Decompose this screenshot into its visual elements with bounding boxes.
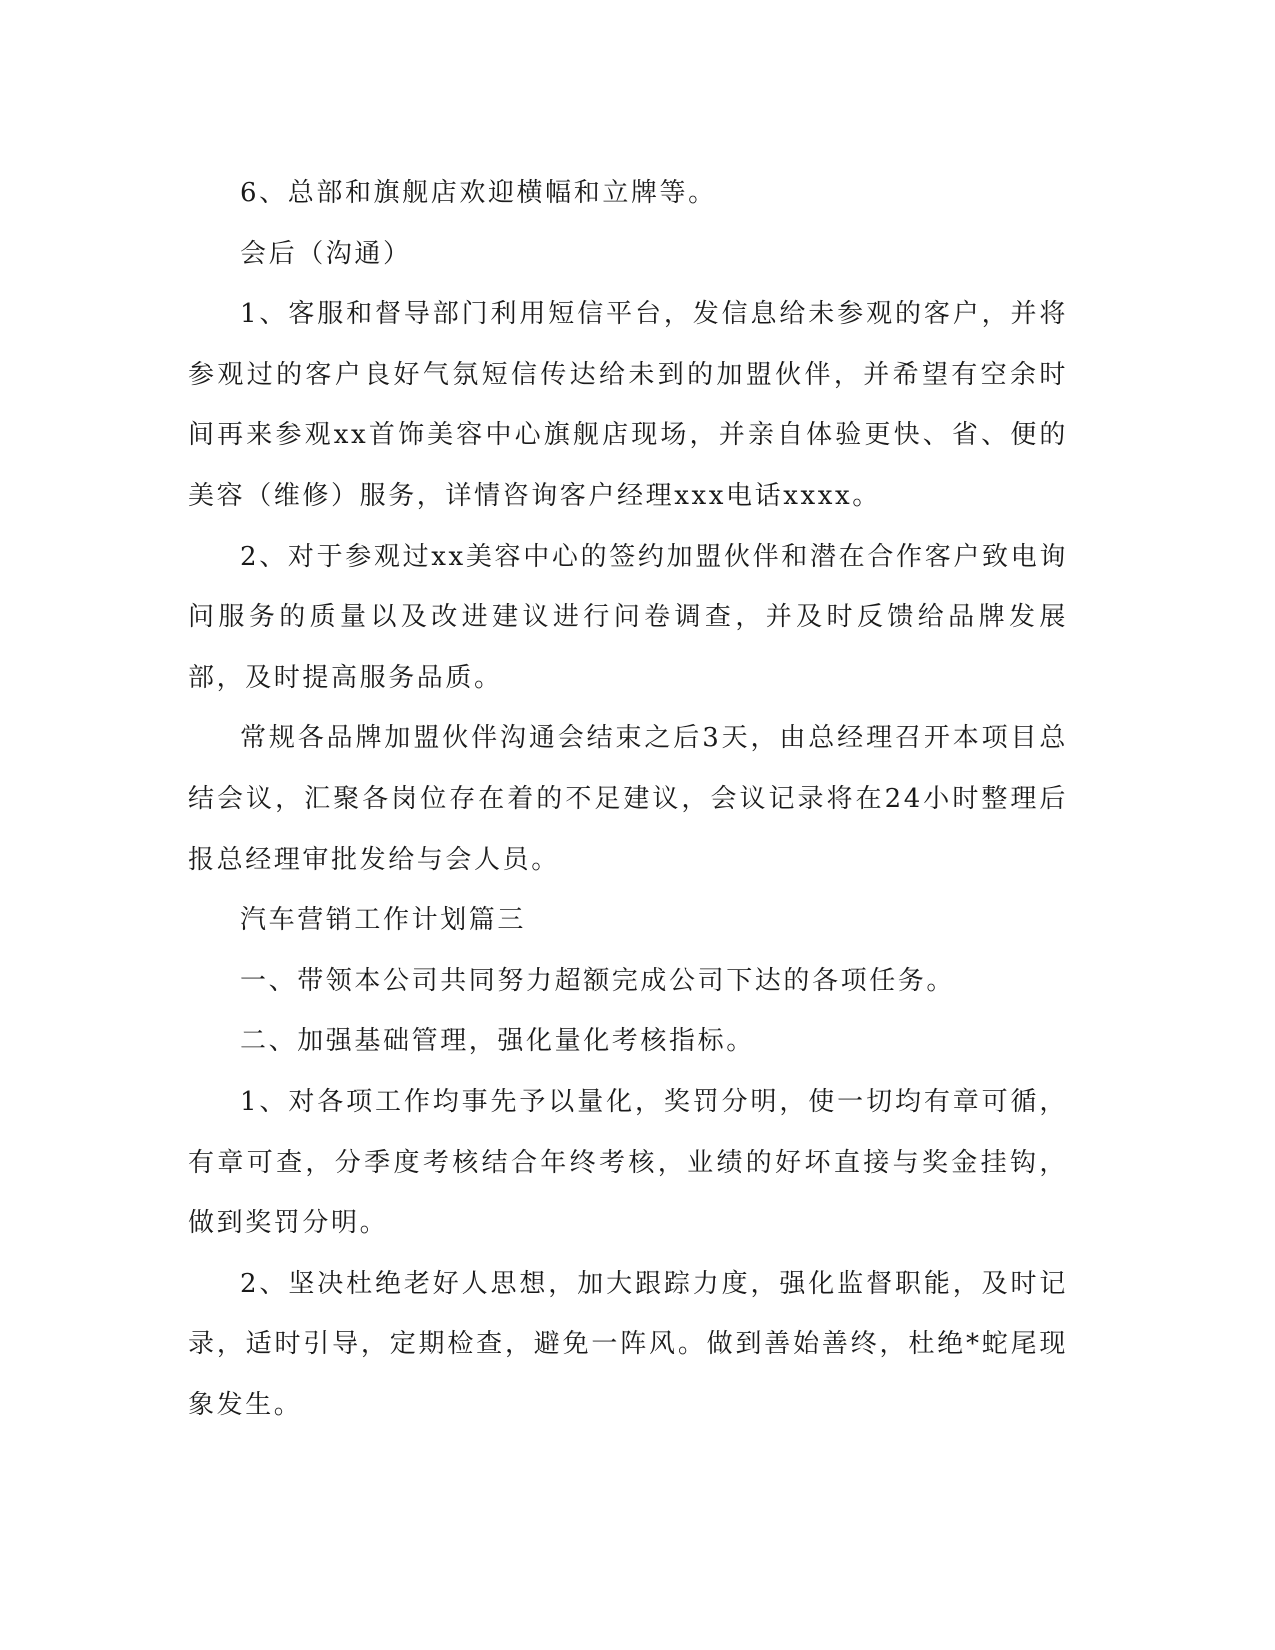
- paragraph-goal-two: 二、加强基础管理，强化量化考核指标。: [240, 1026, 755, 1057]
- paragraph-summary-meeting: 常规各品牌加盟伙伴沟通会结束之后3天，由总经理召开本项目总结会议，汇聚各岗位存在着的不足建议，会议记录将在24小时整理后报总经理审批发给与会人员。: [188, 723, 1068, 875]
- paragraph-survey-followup: 2、对于参观过xx美容中心的签约加盟伙伴和潜在合作客户致电询问服务的质量以及改进建议进行问卷调查，并及时反馈给品牌发展部，及时提高服务品质。: [188, 541, 1068, 693]
- paragraph-item-6-banners: 6、总部和旗舰店欢迎横幅和立牌等。: [240, 178, 717, 208]
- paragraph-goal-one: 一、带领本公司共同努力超额完成公司下达的各项任务。: [240, 965, 956, 996]
- paragraph-sms-followup: 1、客服和督导部门利用短信平台，发信息给未参观的客户，并将参观过的客户良好气氛短信传达给未到的加盟伙伴，并希望有空余时间再来参观xx首饰美容中心旗舰店现场，并亲自体验更快、省、便的美容（维修）服务，详情咨询客户经理xxx电话xxxx。: [188, 299, 1068, 511]
- section-heading-after-meeting: 会后（沟通）: [240, 238, 412, 269]
- paragraph-supervision: 2、坚决杜绝老好人思想，加大跟踪力度，强化监督职能，及时记录，适时引导，定期检查，避免一阵风。做到善始善终，杜绝*蛇尾现象发生。: [188, 1268, 1068, 1420]
- paragraph-quantified-work: 1、对各项工作均事先予以量化，奖罚分明，使一切均有章可循，有章可查，分季度考核结合年终考核，业绩的好坏直接与奖金挂钩，做到奖罚分明。: [188, 1086, 1068, 1239]
- document-body: [188, 163, 1068, 1435]
- section-heading-plan-part-three: 汽车营销工作计划篇三: [240, 905, 527, 936]
